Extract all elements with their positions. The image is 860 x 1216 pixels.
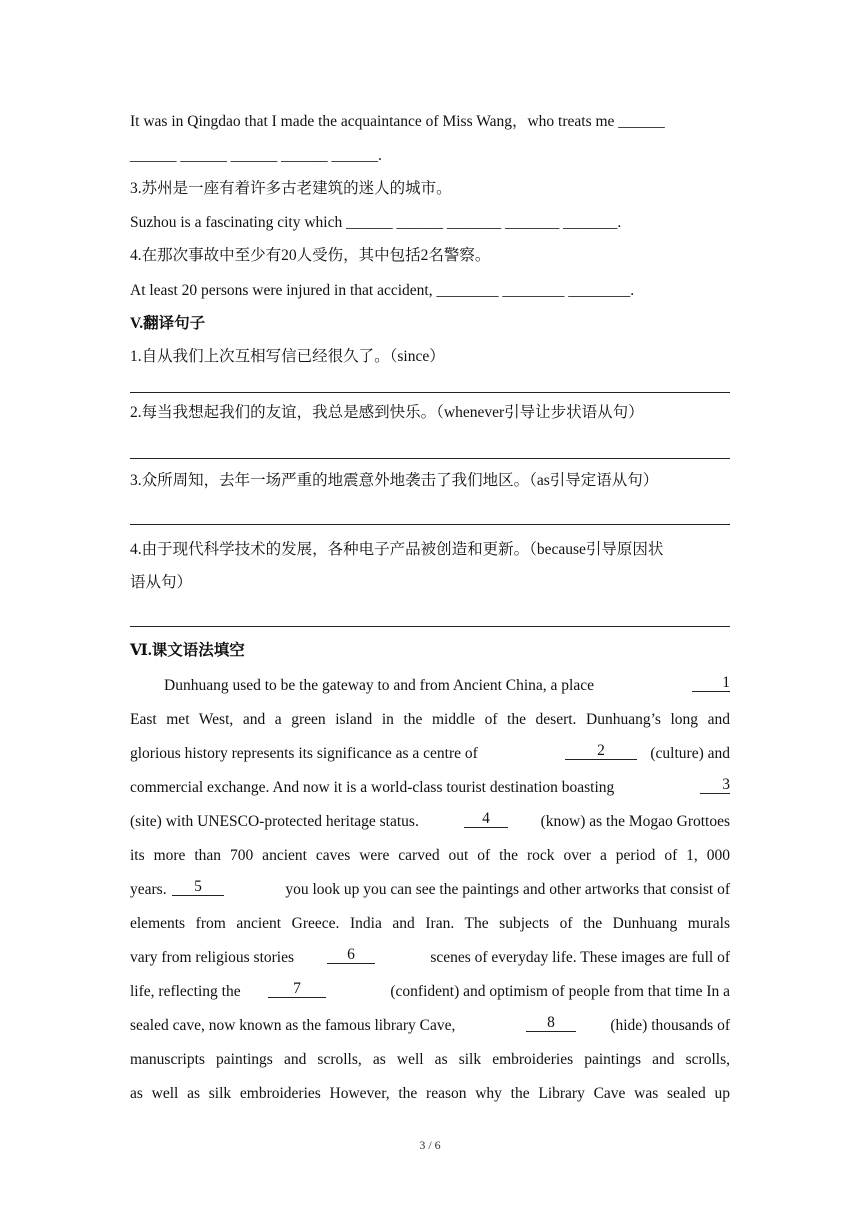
paragraph-line: elements from ancient Greece. India and Iran. The subjects of the Dunhuang murals bbox=[130, 915, 730, 932]
fill-blank: 3 bbox=[700, 777, 730, 794]
paragraph-line: (site) with UNESCO-protected heritage status. 4 (know) as the Mogao Grottoes bbox=[130, 810, 730, 830]
section-heading: Ⅵ.课文语法填空 bbox=[130, 642, 245, 659]
answer-line bbox=[130, 626, 730, 627]
text-line: ______ ______ ______ ______ ______. bbox=[130, 147, 382, 164]
paragraph-line: Dunhuang used to be the gateway to and from Ancient China, a place 1 bbox=[164, 674, 730, 694]
text-line: It was in Qingdao that I made the acquaintance of Miss Wang，who treats me ______ bbox=[130, 113, 665, 130]
question-3: 3.苏州是一座有着许多古老建筑的迷人的城市。 bbox=[130, 180, 452, 197]
fill-blank: 4 bbox=[464, 811, 508, 828]
fill-blank: 6 bbox=[327, 947, 375, 964]
fill-blank: 1 bbox=[692, 675, 730, 692]
answer-line bbox=[130, 392, 730, 393]
paragraph-line: its more than 700 ancient caves were carved out of the rock over a period of 1, 000 bbox=[130, 847, 730, 864]
fill-blank: 8 bbox=[526, 1015, 576, 1032]
answer-line bbox=[130, 524, 730, 525]
paragraph-line: manuscripts paintings and scrolls, as well as silk embroideries paintings and scrolls, bbox=[130, 1051, 730, 1068]
section-heading: V.翻译句子 bbox=[130, 315, 206, 332]
paragraph-line: life, reflecting the 7 (confident) and optimism of people from that time In a bbox=[130, 980, 730, 1000]
translation-q4-cont: 语从句） bbox=[130, 574, 193, 591]
fill-blank: 2 bbox=[565, 743, 637, 760]
paragraph-line: vary from religious stories 6 scenes of everyday life. These images are full of bbox=[130, 946, 730, 966]
translation-q1: 1.自从我们上次互相写信已经很久了。（since） bbox=[130, 348, 445, 365]
question-4: 4.在那次事故中至少有20人受伤，其中包括2名警察。 bbox=[130, 247, 491, 264]
text-line: At least 20 persons were injured in that accident, ________ ________ ________. bbox=[130, 282, 635, 299]
translation-q2: 2.每当我想起我们的友谊，我总是感到快乐。（whenever引导让步状语从句） bbox=[130, 404, 644, 421]
fill-blank: 5 bbox=[172, 879, 224, 896]
fill-blank: 7 bbox=[268, 981, 326, 998]
paragraph-line: as well as silk embroideries However, the reason why the Library Cave was sealed up bbox=[130, 1085, 730, 1102]
paragraph-line: sealed cave, now known as the famous library Cave, 8 (hide) thousands of bbox=[130, 1014, 730, 1034]
translation-q4: 4.由于现代科学技术的发展，各种电子产品被创造和更新。（because引导原因状 bbox=[130, 541, 664, 558]
translation-q3: 3.众所周知，去年一场严重的地震意外地袭击了我们地区。（as引导定语从句） bbox=[130, 472, 659, 489]
answer-line bbox=[130, 458, 730, 459]
paragraph-line: East met West, and a green island in the middle of the desert. Dunhuang’s long and bbox=[130, 711, 730, 728]
paragraph-line: glorious history represents its significance as a centre of 2 (culture) and bbox=[130, 742, 730, 762]
paragraph-line: years. 5 you look up you can see the paintings and other artworks that consist of bbox=[130, 878, 730, 898]
paragraph-line: commercial exchange. And now it is a world-class tourist destination boasting 3 bbox=[130, 776, 730, 796]
text-line: Suzhou is a fascinating city which ______ ______ _______ _______ _______. bbox=[130, 214, 622, 231]
page-number: 3 / 6 bbox=[419, 1138, 441, 1152]
